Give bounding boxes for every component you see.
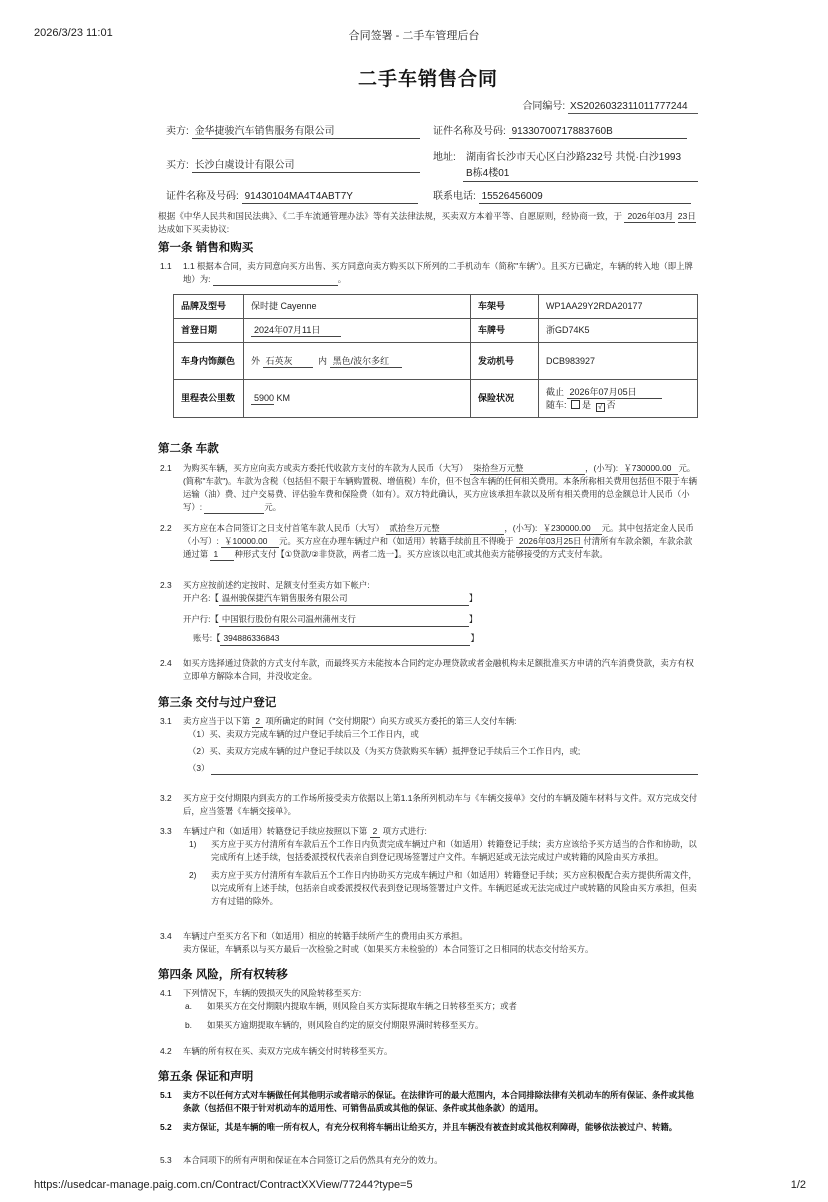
risk-case-b [183, 1019, 698, 1032]
buyer-label: 买方: [166, 160, 189, 171]
buyer-id-row [166, 190, 418, 204]
account-name-label: 开户名:【 [183, 593, 219, 603]
clause-text: 卖方保证，车辆系以与买方最后一次检验之时或（如果买方未检验的）本合同签订之日相同的状态交付给买方。 [183, 944, 594, 954]
clause-text: 种形式支付【①贷款/②非贷款，两者二选一】。买方应该以电汇或其他卖方能够接受的方式支付车款。 [234, 549, 608, 559]
clause-number: 5.2 [160, 1122, 172, 1132]
insurance-until-prefix: 截止 [546, 386, 565, 397]
clause-5-3 [158, 1154, 698, 1167]
clause-number: 5.1 [160, 1090, 172, 1100]
bracket-close: 】 [468, 614, 478, 624]
mileage-unit: KM [276, 393, 291, 403]
account-no-label: 账号:【 [193, 633, 221, 643]
transfer-method-2 [183, 869, 698, 908]
signing-date-part1: 2026年03月 [624, 210, 675, 223]
sub-text: 买方应于买方付清所有车款后五个工作日内负责完成车辆过户和（如适用）转籍登记手续；卖方应该给予买方适当的合作和协助，以完成所有上述手续，包括委派授权代表亲自到登记现场签署过户文件。车辆迟延或无法完成过户或转籍的风险由买方承担。 [211, 839, 697, 862]
clause-text: 1.1 根据本合同，卖方同意向买方出售、买方同意向卖方购买以下所列的二手机动车（简称"车辆"）。且买方已确定，车辆的转入地（即上牌地）为: [183, 261, 693, 284]
sub-number: 1) [189, 839, 197, 849]
option-3-label: （3） [188, 763, 210, 773]
mileage-label: 里程表公里数 [174, 380, 244, 418]
reg-date-value: 2024年07月11日 [251, 324, 341, 337]
address-row [433, 151, 698, 182]
deposit-amount: ￥10000.00 [221, 535, 279, 548]
clause-2-1 [158, 462, 698, 514]
clause-text: 付清所有车款余额，车款余款通过第 [183, 536, 693, 559]
account-no-row [183, 632, 698, 649]
insurance-label: 保险状况 [471, 380, 539, 418]
yes-label: 是 [582, 399, 592, 410]
clause-text: 买方应按前述约定按时、足额支付至卖方如下帐户: [183, 580, 370, 590]
color-label: 车身内饰颜色 [174, 343, 244, 380]
clause-number: 3.1 [160, 716, 172, 726]
clause-2-4 [158, 657, 698, 683]
clause-text: 卖方保证，其是车辆的唯一所有权人，有充分权利将车辆出让给买方，并且车辆没有被查封或其他权利障碍，能够依法被过户、转籍。 [183, 1122, 678, 1132]
contract-title: 二手车销售合同 [357, 69, 498, 90]
clause-5-1 [158, 1089, 698, 1115]
clause-number: 3.4 [160, 931, 172, 941]
clause-text: 如买方选择通过贷款的方式支付车款，而最终买方未能按本合同约定办理贷款或者金融机构未足额批准买方申请的汽车消费贷款，卖方有权立即单方解除本合同，并没收定金。 [183, 658, 694, 681]
total-amount-cn: 柒拾叁万元整 [470, 462, 585, 475]
plate-value: 浙GD74K5 [539, 319, 698, 343]
registration-place-blank [213, 285, 338, 286]
buyer-id-label: 证件名称及号码: [166, 191, 239, 202]
clause-text: 元。其中包括定金人民币（小写）: [183, 523, 694, 546]
first-payment-cn: 贰拾叁万元整 [386, 522, 504, 535]
print-timestamp: 2026/3/23 11:01 [34, 27, 113, 39]
clause-end: 。 [337, 274, 347, 284]
plate-label: 车牌号 [471, 319, 539, 343]
transfer-method-1 [183, 838, 698, 864]
risk-case-a [183, 1000, 698, 1013]
address-line1: 湖南省长沙市天心区白沙路232号 共悦·白沙1993 [466, 152, 682, 163]
delivery-option: 2 [252, 715, 263, 728]
clause-3-3 [158, 825, 698, 908]
clause-text: 本合同项下的所有声明和保证在本合同签订之后仍然具有充分的效力。 [183, 1155, 443, 1165]
delivery-option-3 [183, 762, 698, 775]
balance-deadline: 2026年03月25日 [516, 535, 583, 548]
engine-label: 发动机号 [471, 343, 539, 380]
clause-number: 2.4 [160, 658, 172, 668]
clause-1-1 [158, 260, 698, 286]
phone-row [433, 190, 691, 204]
buyer-row [166, 159, 420, 173]
clause-number: 1.1 [160, 261, 172, 271]
intro-end: 达成如下买卖协议: [158, 224, 230, 234]
clause-number: 2.2 [160, 523, 172, 533]
clause-2-3 [158, 579, 698, 649]
clause-number: 2.3 [160, 580, 172, 590]
clause-4-2 [158, 1045, 698, 1058]
delivery-option-1: （1）买、卖双方完成车辆的过户登记手续后三个工作日内，或 [188, 729, 419, 739]
clause-text: 为购买车辆，买方应向卖方或卖方委托代收款方支付的车款为人民币（大写） [183, 463, 468, 473]
sub-text: 如果买方在交付期限内提取车辆，则风险自买方实际提取车辆之日转移至买方；或者 [207, 1001, 517, 1011]
sub-number: b. [185, 1020, 192, 1030]
section-3-title: 第三条 交付与过户登记 [158, 697, 277, 709]
bracket-close: 】 [468, 593, 478, 603]
address-label: 地址: [433, 152, 456, 163]
section-1-title: 第一条 销售和购买 [158, 242, 254, 254]
account-name-value: 温州骏保捷汽车销售服务有限公司 [219, 592, 469, 606]
insurance-yes-checkbox[interactable] [571, 400, 580, 409]
payment-method: 1 [210, 548, 234, 561]
signing-date-part2: 23日 [677, 211, 696, 221]
contract-number-label: 合同编号: [522, 101, 566, 112]
exterior-color: 石英灰 [263, 355, 313, 368]
sub-text: 如果买方逾期提取车辆的，则风险自约定的原交付期限界满时转移至买方。 [207, 1020, 484, 1030]
sub-number: a. [185, 1001, 192, 1011]
clause-number: 5.3 [160, 1155, 172, 1165]
seller-row [166, 125, 420, 139]
section-4-title: 第四条 风险，所有权转移 [158, 969, 288, 981]
brand-value: 保时捷 Cayenne [244, 295, 471, 319]
buyer-id-value: 91430104MA4T4ABT7Y [242, 191, 418, 204]
total-fees-blank [204, 513, 264, 514]
clause-text: 车辆过户至买方名下和（如适用）相应的转籍手续所产生的费用由买方承担。 [183, 931, 468, 941]
clause-text: 车辆的所有权在买、卖双方完成车辆交付时转移至买方。 [183, 1046, 393, 1056]
clause-text: 买方应于交付期限内到卖方的工作场所接受卖方依据以上第1.1条所列机动车与《车辆交接单》交付的车辆及随车材料与文件。双方完成交付后，应当签署《车辆交接单》。 [183, 793, 698, 816]
sub-text: 卖方应于买方付清所有车款后五个工作日内协助买方完成车辆过户和（如适用）转籍登记手续；买方应积极配合卖方提供所需文件，以完成所有上述手续，包括亲自或委派授权代表到登记现场签署过户文件。车辆迟延或无法完成过户或转籍的风险由买方承担，但卖方有过错的除外。 [211, 870, 697, 906]
clause-text: 元。买方应在办理车辆过户和（如适用）转籍手续前且不得晚于 [279, 536, 514, 546]
clause-text: ，(小写): [504, 523, 538, 533]
table-row [174, 380, 698, 418]
section-2-title: 第二条 车款 [158, 443, 219, 455]
intro-paragraph [158, 210, 698, 236]
clause-3-4 [158, 930, 698, 956]
bank-label: 开户行:【 [183, 614, 219, 624]
vehicle-info-table [173, 294, 698, 418]
clause-text: 元。 [264, 502, 282, 512]
phone-label: 联系电话: [433, 191, 476, 202]
bank-value: 中国银行股份有限公司温州蒲州支行 [219, 613, 469, 627]
intro-text: 根据《中华人民共和国民法典》、《二手车流通管理办法》等有关法律法规，买卖双方本着平等、自愿原则，经协商一致，于 [158, 211, 623, 221]
brand-label: 品牌及型号 [174, 295, 244, 319]
clause-number: 3.3 [160, 826, 172, 836]
clause-3-1 [158, 715, 698, 775]
address-line2: B栋4楼01 [463, 167, 698, 182]
exterior-prefix: 外 [251, 355, 261, 366]
seller-id-value: 91330700717883760B [509, 126, 687, 139]
first-payment-amount: ￥230000.00 [540, 522, 602, 535]
clause-number: 2.1 [160, 463, 172, 473]
seller-id-label: 证件名称及号码: [433, 126, 506, 137]
engine-value: DCB983927 [539, 343, 698, 380]
mileage-value: 5900 [251, 392, 274, 405]
seller-name: 金华捷骏汽车销售服务有限公司 [192, 126, 420, 139]
clause-5-2 [158, 1121, 698, 1134]
bracket-close: 】 [470, 633, 479, 643]
reg-date-label: 首登日期 [174, 319, 244, 343]
clause-4-1 [158, 987, 698, 1032]
transfer-option: 2 [370, 825, 381, 838]
insurance-no-checkbox[interactable]: √ [596, 403, 605, 412]
clause-number: 3.2 [160, 793, 172, 803]
clause-text: 买方应在本合同签订之日支付首笔车款人民币（大写） [183, 523, 384, 533]
total-amount: ￥730000.00 [620, 462, 678, 475]
clause-text: 卖方应当于以下第 [183, 716, 250, 726]
clause-text: 项所确定的时间（"交付期限"）向买方或买方委托的第三人交付车辆: [265, 716, 517, 726]
seller-id-row [433, 125, 687, 139]
sub-number: 2) [189, 870, 197, 880]
interior-color: 黑色/波尔多红 [330, 355, 402, 368]
page-indicator: 1/2 [790, 1179, 806, 1191]
contract-number [522, 97, 698, 114]
insurance-until-date: 2026年07月05日 [567, 386, 662, 399]
vin-value: WP1AA29Y2RDA20177 [539, 295, 698, 319]
vin-label: 车架号 [471, 295, 539, 319]
account-no-value: 394886336843 [220, 632, 470, 646]
clause-text: 卖方不以任何方式对车辆做任何其他明示或者暗示的保证。在法律许可的最大范围内，本合同排除法律有关机动车的所有保证、条件或其他条款（包括但不限于针对机动车的适用性、可销售品质或其他的保证、条件或其他条款）的适用。 [183, 1090, 694, 1113]
clause-number: 4.2 [160, 1046, 172, 1056]
delivery-option-2: （2）买、卖双方完成车辆的过户登记手续以及（为买方贷款购买车辆）抵押登记手续后三个工作日内，或; [188, 746, 581, 756]
phone-value: 15526456009 [479, 191, 691, 204]
clause-text: ，(小写): [585, 463, 619, 473]
table-row [174, 319, 698, 343]
contract-number-value: XS2026032311011777244 [568, 101, 698, 114]
clause-text: 元。(简称"车款")。车款为含税（包括但不限于车辆购置税、增值税）车价，但不包含车辆的任何相关费用。本条所称相关费用包括但不限于车辆运输（油）费、过户交易费、评估验车费和保险费（如有）。双方特此确认，买方应该承担车款以及所有相关费用的总金额总计人民币（小写）: [183, 463, 698, 512]
account-name-row [183, 592, 698, 609]
table-row [174, 295, 698, 319]
option-3-blank [211, 762, 698, 775]
print-page-title: 合同签署 - 二手车管理后台 [348, 30, 480, 42]
table-row [174, 343, 698, 380]
interior-prefix: 内 [318, 355, 328, 366]
print-url[interactable]: https://usedcar-manage.paig.com.cn/Contract/ContractXXView/77244?type=5 [34, 1179, 413, 1191]
buyer-name: 长沙白虞设计有限公司 [192, 160, 420, 173]
section-5-title: 第五条 保证和声明 [158, 1071, 254, 1083]
bank-row [183, 613, 698, 630]
clause-text: 下列情况下，车辆的毁损灭失的风险转移至买方: [183, 988, 362, 998]
clause-3-2 [158, 792, 698, 818]
seller-label: 卖方: [166, 126, 189, 137]
clause-2-2 [158, 522, 698, 561]
clause-text: 项方式进行: [382, 826, 427, 836]
clause-number: 4.1 [160, 988, 172, 998]
with-car-label: 随车: [546, 399, 567, 410]
no-label: 否 [606, 399, 616, 410]
clause-text: 车辆过户和（如适用）转籍登记手续应按照以下第 [183, 826, 368, 836]
